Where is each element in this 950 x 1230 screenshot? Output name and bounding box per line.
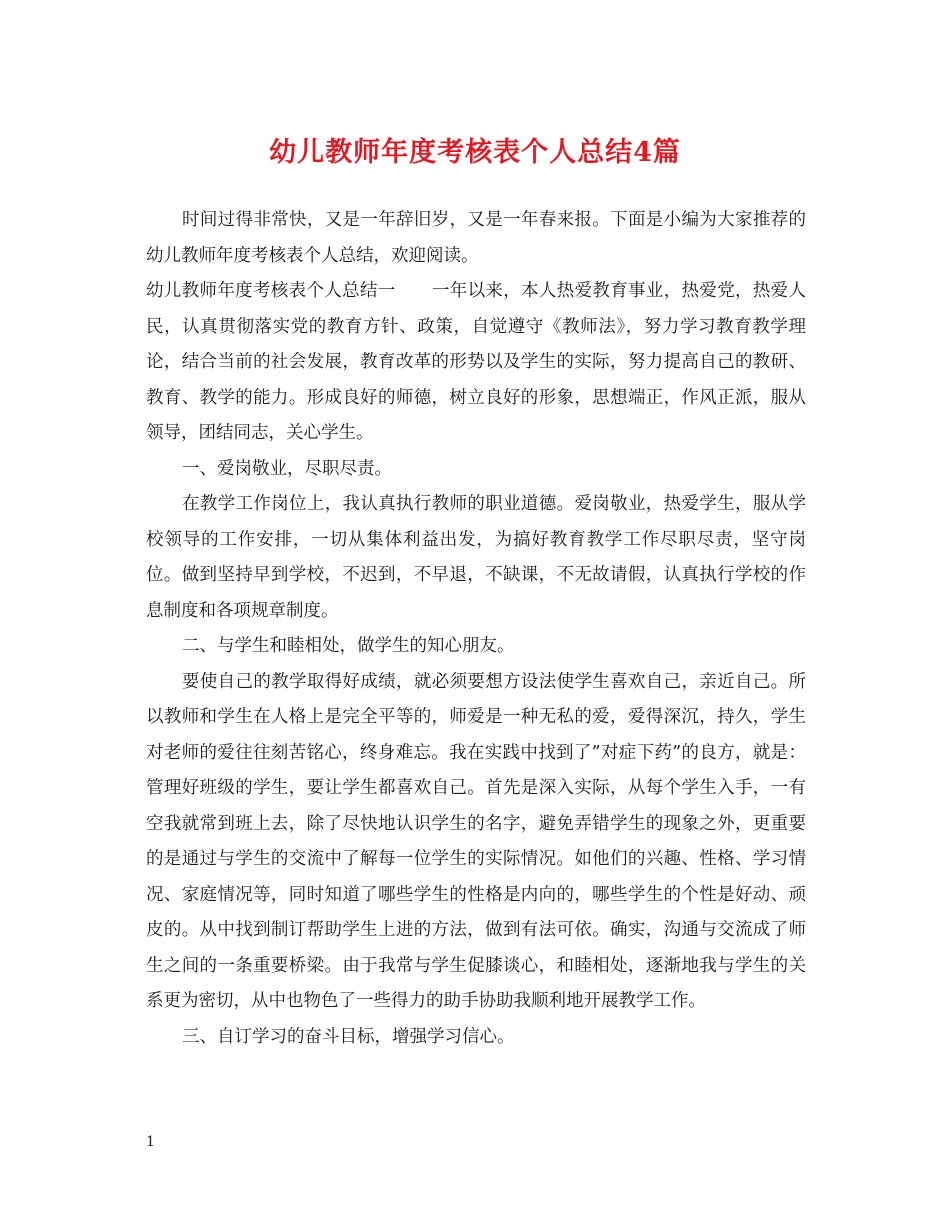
point2-paragraph: 要使自己的教学取得好成绩，就必须要想方设法使学生喜欢自己，亲近自己。所以教师和学生在人格上是完全平等的，师爱是一种无私的爱，爱得深沉，持久，学生对老师的爱往往刻苦铭心，终身难忘。我在实践中找到了”对症下药”的良方，就是：管理好班级的学生，要让学生都喜欢自己。首先是深入实际，从每个学生入手，一有空我就常到班上去，除了尽快地认识学生的名字，避免弄错学生的现象之外，更重要的是通过与学生的交流中了解每一位学生的实际情况。如他们的兴趣、性格、学习情况、家庭情况等，同时知道了哪些学生的性格是内向的，哪些学生的个性是好动、顽皮的。从中找到制订帮助学生上进的方法，做到有法可依。确实，沟通与交流成了师生之间的一条重要桥梁。由于我常与学生促膝谈心，和睦相处，逐渐地我与学生的关系更为密切，从中也物色了一些得力的助手协助我顺利地开展教学工作。 [146, 671, 806, 1011]
point2-heading: 二、与学生和睦相处，做学生的知心朋友。 [182, 636, 515, 656]
section-paragraph [146, 274, 806, 452]
point1-heading: 一、爱岗敬业，尽职尽责。 [182, 458, 392, 479]
document-body [146, 203, 806, 1055]
section-opening-text: 一年以来，本人热爱教育事业，热爱党，热爱人民，认真贯彻落实党的教育方针、政策，自觉遵守《教师法》，努力学习教育教学理论，结合当前的社会发展，教育改革的形势以及学生的实际，努力提高自己的教研、教育、教学的能力。形成良好的师德，树立良好的形象，思想端正，作风正派，服从领导，团结同志，关心学生。 [146, 281, 807, 443]
point3-heading: 三、自订学习的奋斗目标，增强学习信心。 [182, 1026, 515, 1047]
document-title: 幼儿教师年度考核表个人总结4篇 [269, 137, 681, 168]
page-number: 1 [146, 1134, 155, 1150]
section-heading: 幼儿教师年度考核表个人总结一 [146, 281, 396, 301]
point1-paragraph: 在教学工作岗位上，我认真执行教师的职业道德。爱岗敬业，热爱学生，服从学校领导的工作安排，一切从集体利益出发，为搞好教育教学工作尽职尽责，坚守岗位。做到坚持早到学校，不迟到，不早退，不缺课，不无故请假，认真执行学校的作息制度和各项规章制度。 [146, 494, 806, 621]
intro-paragraph: 时间过得非常快，又是一年辞旧岁，又是一年春来报。下面是小编为大家推荐的幼儿教师年度考核表个人总结，欢迎阅读。 [146, 210, 806, 266]
